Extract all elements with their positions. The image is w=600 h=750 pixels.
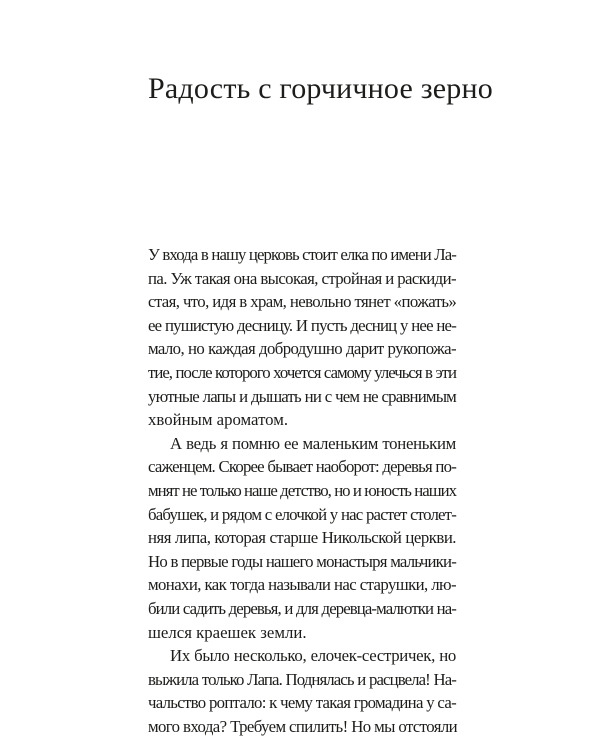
body-text (148, 243, 456, 738)
chapter-title: Радость с горчичное зерно (148, 72, 493, 105)
text-line: Их было несколько, елочек-сестричек, но (170, 646, 456, 666)
text-line: хвойным ароматом. (148, 410, 289, 430)
text-line: били садить деревья, и для деревца-малютки на- (148, 598, 456, 618)
text-line: А ведь я помню ее маленьким тоненьким (170, 433, 456, 453)
text-line: чальство роптало: к чему такая громадина у са- (148, 693, 456, 713)
text-line: выжила только Лапа. Поднялась и расцвела! На- (148, 669, 456, 689)
text-line: монахи, как тогда называли нас старушки, лю- (148, 575, 456, 595)
text-line: стая, что, идя в храм, невольно тянет «пожать» (148, 292, 457, 312)
text-line: тие, после которого хочется самому улечься в эти (148, 362, 456, 382)
text-line: У входа в нашу церковь стоит елка по имени Ла- (148, 245, 456, 264)
text-line: Но в первые годы нашего монастыря мальчики- (148, 551, 456, 571)
text-line: няя липа, которая старше Никольской церкви. (148, 528, 456, 548)
text-line: саженцем. Скорее бывает наоборот: деревья по- (148, 457, 456, 477)
text-line: ее пушистую десницу. И пусть десниц у нее не- (148, 315, 456, 335)
text-line: мого входа? Требуем спилить! Но мы отстояли (148, 716, 457, 736)
text-line: шелся краешек земли. (148, 622, 307, 642)
text-line: па. Уж такая она высокая, стройная и раскиди- (148, 268, 456, 288)
text-line: мало, но каждая добродушно дарит рукопожа- (148, 339, 456, 359)
text-line: мнят не только наше детство, но и юность наших (148, 480, 456, 500)
text-line: бабушек, и рядом с елочкой у нас растет столет- (148, 504, 456, 524)
text-line: уютные лапы и дышать ни с чем не сравнимым (148, 386, 456, 406)
